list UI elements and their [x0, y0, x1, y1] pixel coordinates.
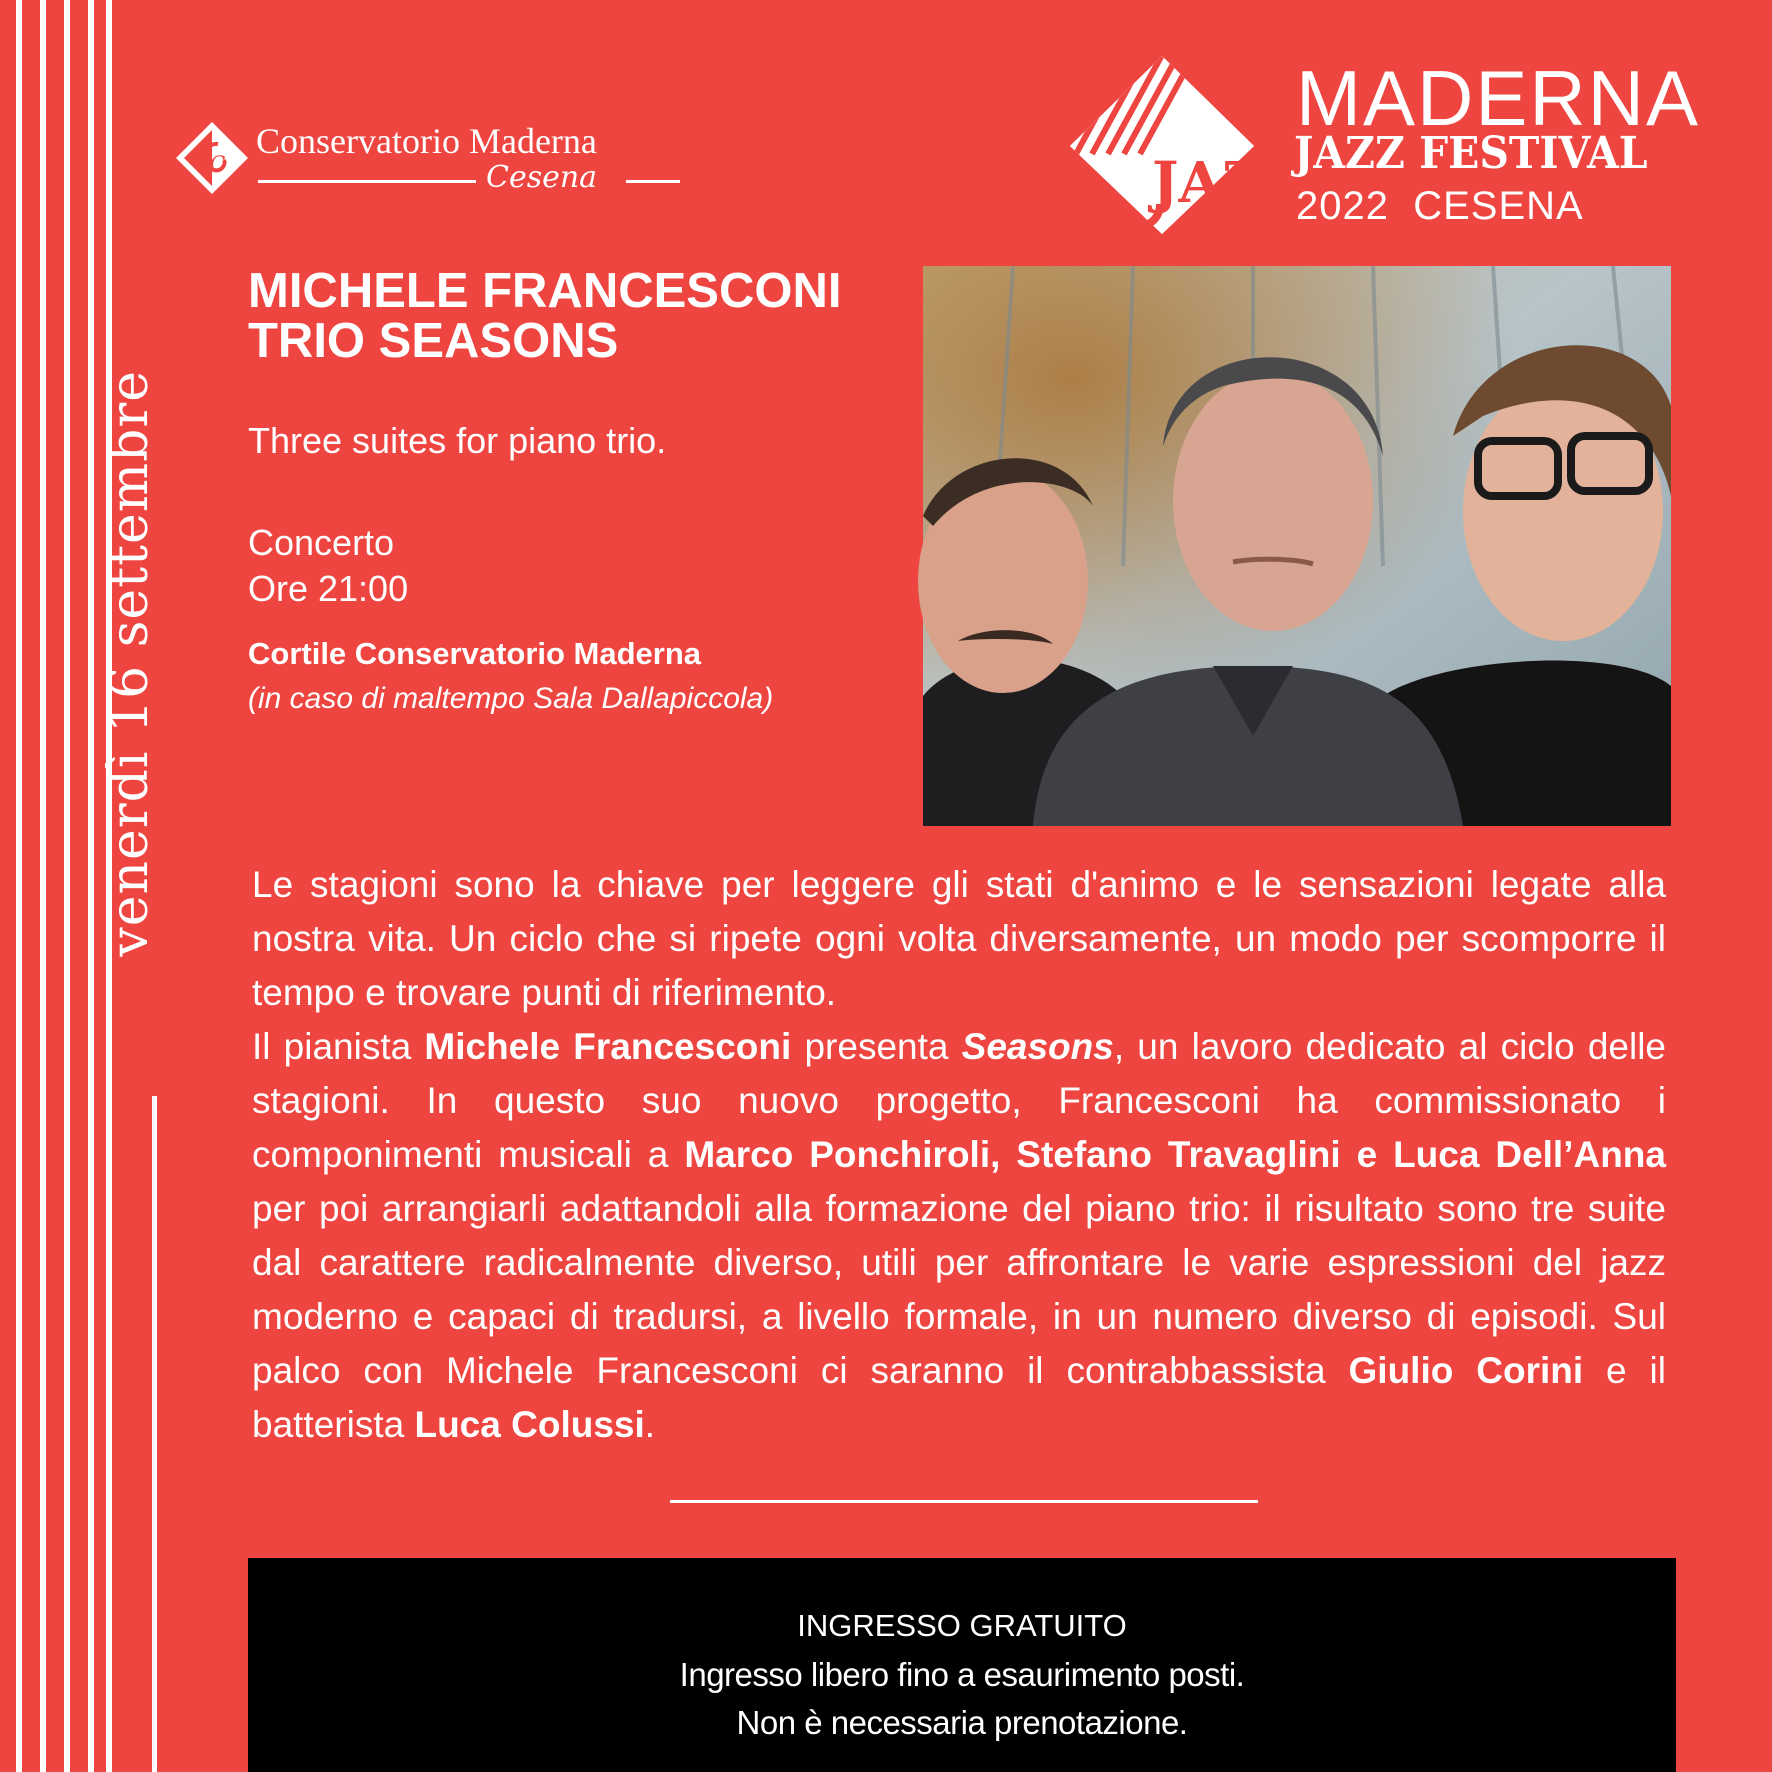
event-type: Concerto — [248, 522, 395, 563]
event-subtitle: Three suites for piano trio. — [248, 420, 667, 461]
festival-name: MADERNA — [1296, 54, 1701, 142]
trio-photo — [923, 266, 1671, 826]
event-title — [248, 266, 908, 366]
description-text: presenta — [791, 1026, 962, 1067]
svg-text:C: C — [210, 151, 226, 175]
admission-line-2: Non è necessaria prenotazione. — [736, 1704, 1188, 1741]
decorative-stripe — [16, 0, 22, 1772]
section-divider — [670, 1500, 1258, 1503]
event-type-time — [248, 520, 408, 612]
description-text: . — [644, 1404, 656, 1445]
bassist-name: Giulio Corini — [1348, 1350, 1584, 1391]
description-text: e il batterista — [252, 1350, 1666, 1445]
event-description — [252, 858, 1666, 1452]
conservatorio-name: Conservatorio Maderna — [256, 121, 597, 161]
event-title-line1: MICHELE FRANCESCONI — [248, 264, 842, 318]
festival-year-city: 2022 CESENA — [1296, 184, 1584, 228]
admission-box — [248, 1558, 1676, 1772]
description-text: per poi arrangiarli adattandoli alla formazione del piano trio: il risultato sono tre suite dal carattere radicalmente diverso, utili per affrontare le varie espressioni del jazz moderno e capaci di tradursi, a livello formale, in un numero diverso di episodi. Sul palco con Michele Francesconi ci saranno il contrabbassista — [252, 1188, 1666, 1391]
description-text: Il pianista — [252, 1026, 425, 1067]
pianist-name: Michele Francesconi — [424, 1026, 792, 1067]
logo-rule-left — [258, 180, 476, 183]
admission-line-1: Ingresso libero fino a esaurimento posti. — [679, 1656, 1245, 1693]
decorative-stripe — [40, 0, 46, 1772]
drummer-name: Luca Colussi — [414, 1404, 645, 1445]
logo-rule-right — [626, 180, 680, 183]
festival-logo-text: JAZZ — [1152, 150, 1304, 216]
event-time: Ore 21:00 — [248, 568, 409, 609]
admission-heading: INGRESSO GRATUITO — [797, 1608, 1127, 1643]
work-title: Seasons — [961, 1026, 1114, 1067]
decorative-stripe — [64, 0, 70, 1772]
description-paragraph-1: Le stagioni sono la chiave per leggere gli stati d'animo e le sensazioni legate alla nostra vita. Un ciclo che si ripete ogni volta diversamente, un modo per scomporre il tempo e trovare punti di riferimento. — [252, 864, 1666, 1013]
festival-logo-icon — [1068, 54, 1304, 236]
conservatorio-city: Cesena — [486, 160, 598, 195]
event-title-line2: TRIO SEASONS — [248, 314, 619, 368]
festival-subtitle: JAZZ FESTIVAL — [1294, 128, 1648, 179]
composer-names: Marco Ponchiroli, Stefano Travaglini e Luca Dell’Anna — [684, 1134, 1666, 1175]
date-divider — [152, 1096, 157, 1772]
conservatorio-logo-icon — [174, 120, 250, 196]
event-venue: Cortile Conservatorio Maderna — [248, 636, 702, 671]
event-date: venerdì 16 settembre — [100, 370, 160, 957]
description-paragraph-2 — [252, 1020, 1666, 1452]
event-venue-note: (in caso di maltempo Sala Dallapiccola) — [248, 682, 774, 715]
description-text: , un lavoro dedicato al ciclo delle stagioni. In questo suo nuovo progetto, Francesconi ha commissionato i componimenti musicali a — [252, 1026, 1667, 1175]
